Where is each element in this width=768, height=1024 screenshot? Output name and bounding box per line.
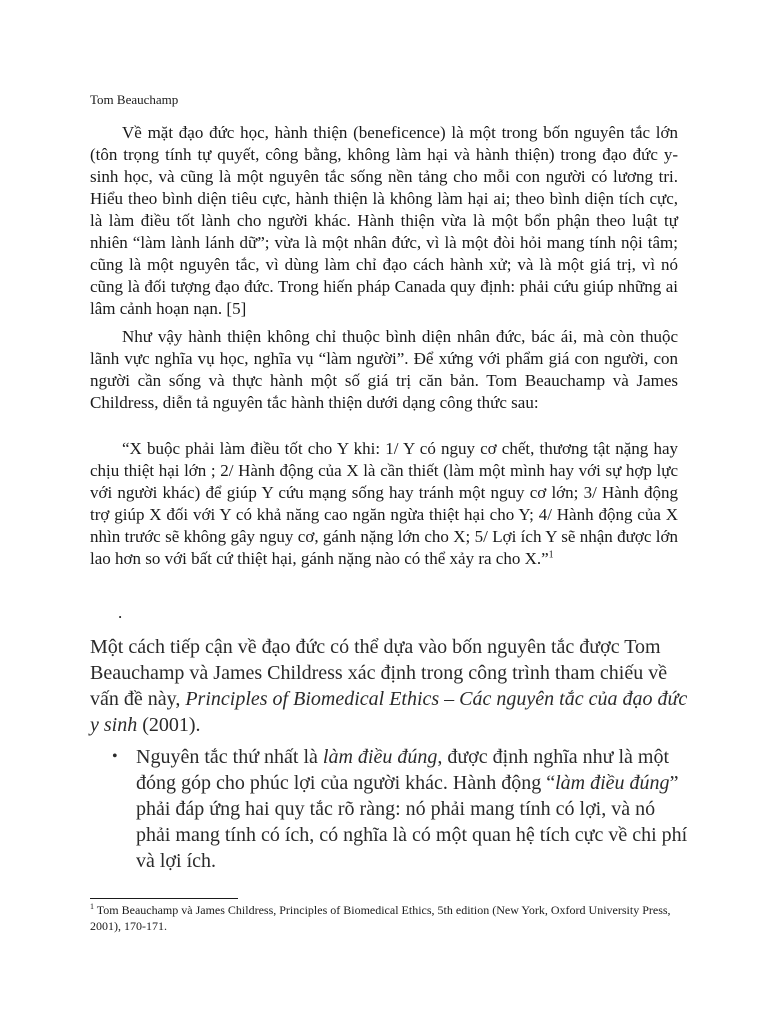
bullet-text-3: ” phải đáp ứng hai quy tắc rõ ràng: nó phải mang tính có lợi, và nó phải mang tính có ích, có nghĩa là có một quan hệ tích cực về chi phí và lợi ích. bbox=[136, 772, 688, 872]
lead-paragraph bbox=[90, 634, 690, 738]
bullet-text-1: Nguyên tắc thứ nhất là bbox=[136, 746, 323, 768]
quote-text: “X buộc phải làm điều tốt cho Y khi: 1/ Y có nguy cơ chết, thương tật nặng hay chịu thiệt hại lớn ; 2/ Hành động của X là cần thiết (làm một mình hay với sự hợp lực với người khác) để giúp Y cứu mạng sống hay tránh một nguy cơ lớn; 3/ Hành động trợ giúp X đối với Y có khả năng cao ngăn ngừa thiệt hại cho Y; 4/ Hành động của X nhìn trước sẽ không gây nguy cơ, gánh nặng lớn cho X; 5/ Lợi ích Y sẽ nhận được lớn lao hơn so với bất cứ thiệt hại, gánh nặng nào có thể xảy ra cho X.” bbox=[90, 439, 678, 568]
bullet-icon: • bbox=[112, 748, 118, 765]
paragraph-2-text: Như vậy hành thiện không chỉ thuộc bình diện nhân đức, bác ái, mà còn thuộc lãnh vực nghĩa vụ học, nghĩa vụ “làm người”. Để xứng với phẩm giá con người, con người cần sống và thực hành một số giá trị căn bản. Tom Beauchamp và James Childress, diễn tả nguyên tắc hành thiện dưới dạng công thức sau: bbox=[90, 327, 678, 412]
paragraph-1-text: Về mặt đạo đức học, hành thiện (beneficence) là một trong bốn nguyên tắc lớn (tôn trọng tính tự quyết, công bằng, không làm hại và hành thiện) trong đạo đức y-sinh học, và cũng là một nguyên tắc sống nền tảng cho mỗi con người có lương tri. Hiểu theo bình diện tiêu cực, hành thiện là không làm hại ai; theo bình diện tích cực, là làm điều tốt lành cho người khác. Hành thiện vừa là một bổn phận theo luật tự nhiên “làm lành lánh dữ”; vừa là một nhân đức, vì là một đòi hỏi mang tính nội tâm; cũng là một nguyên tắc, vì dùng làm chỉ đạo cách hành xử; và là một giá trị, vì nó cũng là đối tượng đạo đức. Trong hiến pháp Canada quy định: phải cứu giúp những ai lâm cảnh hoạn nạn. [5] bbox=[90, 123, 678, 318]
bullet-italic-1: làm điều đúng bbox=[322, 746, 438, 768]
lead-text-after: (2001). bbox=[137, 714, 201, 736]
footnote-number: 1 bbox=[90, 902, 94, 911]
page-header-author: Tom Beauchamp bbox=[90, 92, 179, 107]
bullet-italic-2: làm điều đúng bbox=[555, 772, 670, 794]
bullet-text-2: , được định nghĩa như là một đóng góp cho phúc lợi của người khác. Hành động “ bbox=[136, 746, 670, 794]
stray-dot: . bbox=[118, 603, 123, 622]
lead-text-before: Một cách tiếp cận về đạo đức có thể dựa vào bốn nguyên tắc được Tom Beauchamp và James Childress xác định trong công trình tham chiếu về vấn đề này, bbox=[90, 636, 668, 710]
principles-list bbox=[90, 744, 690, 874]
quoted-formula bbox=[90, 438, 678, 570]
footnote bbox=[90, 902, 690, 934]
paragraph-2 bbox=[90, 326, 678, 414]
footnote-reference[interactable]: 1 bbox=[548, 549, 554, 561]
quote-paragraph bbox=[90, 438, 678, 570]
book-title: Principles of Biomedical Ethics – Các nguyên tắc của đạo đức y sinh bbox=[90, 688, 688, 736]
footnote-text: Tom Beauchamp và James Childress, Principles of Biomedical Ethics, 5th edition (New York, Oxford University Press, 2001), 170-171. bbox=[90, 903, 671, 933]
list-item bbox=[90, 744, 690, 874]
footnote-divider bbox=[90, 898, 238, 899]
paragraph-1 bbox=[90, 122, 678, 320]
